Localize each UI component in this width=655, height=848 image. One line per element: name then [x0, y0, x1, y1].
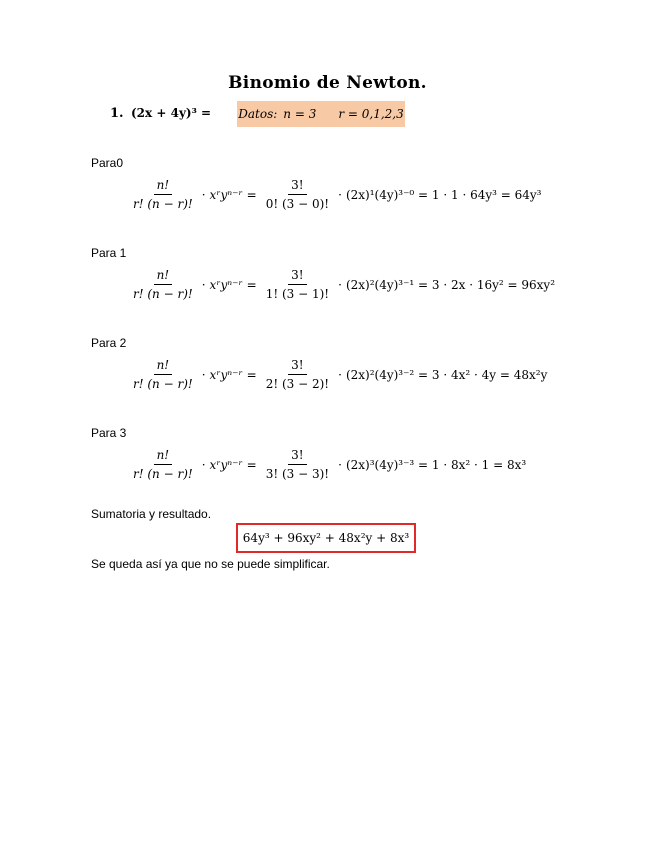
step-label: Para 2 [91, 336, 127, 350]
step-fraction-numerator: 3! [288, 448, 306, 465]
formula-term: xʳyⁿ⁻ʳ [209, 457, 243, 472]
datos-n: n = 3 [283, 107, 317, 121]
datos-r: r = 0,1,2,3 [338, 107, 404, 121]
step-result: (2x)²(4y)³⁻² = 3 · 4x² · 4y = 48x²y [345, 367, 548, 382]
step-fraction-denominator: 2! (3 − 2)! [265, 377, 330, 391]
formula-denominator: r! (n − r)! [133, 377, 193, 391]
page-title: Binomio de Newton. [228, 73, 427, 93]
step-fraction-numerator: 3! [288, 268, 306, 285]
formula-term: xʳyⁿ⁻ʳ [209, 187, 243, 202]
sum-label: Sumatoria y resultado. [91, 507, 212, 521]
step-result: (2x)¹(4y)³⁻⁰ = 1 · 1 · 64y³ = 64y³ [345, 187, 542, 202]
step-fraction-denominator: 0! (3 − 0)! [265, 197, 330, 211]
step-result: (2x)²(4y)³⁻¹ = 3 · 2x · 16y² = 96xy² [345, 277, 556, 292]
step-equation: $\frac{n!}{r! (n - r)!}$ · xʳyⁿ⁻ʳ = $\frac{3!}{1! (3 - 1)!}$ · (2x)²(4y)³⁻¹ = 3 · 2x · 16y² = 96xy² [128, 268, 555, 301]
step-equation: $\frac{n!}{r! (n - r)!}$ · xʳyⁿ⁻ʳ = $\frac{3!}{0! (3 - 0)!}$ · (2x)¹(4y)³⁻⁰ = 1 · 1 · 64y³ = 64y³ [128, 178, 542, 211]
formula-numerator: n! [154, 448, 173, 465]
exercise-number: 1. [110, 106, 124, 121]
datos-label: Datos: [238, 107, 278, 121]
exercise-expression: (2x + 4y)³ = [131, 106, 212, 120]
formula-term: xʳyⁿ⁻ʳ [209, 367, 243, 382]
formula-term: xʳyⁿ⁻ʳ [209, 277, 243, 292]
formula-numerator: n! [154, 268, 173, 285]
conclusion-text: Se queda así ya que no se puede simplificar. [91, 557, 330, 571]
formula-numerator: n! [154, 178, 173, 195]
result-expression: 64y³ + 96xy² + 48x²y + 8x³ [242, 531, 410, 545]
formula-denominator: r! (n − r)! [133, 197, 193, 211]
step-equation: $\frac{n!}{r! (n - r)!}$ · xʳyⁿ⁻ʳ = $\frac{3!}{3! (3 - 3)!}$ · (2x)³(4y)³⁻³ = 1 · 8x² · 1 = 8x³ [128, 448, 526, 481]
formula-denominator: r! (n − r)! [133, 467, 193, 481]
step-label: Para 1 [91, 246, 127, 260]
datos-box [237, 101, 405, 127]
step-fraction-numerator: 3! [288, 178, 306, 195]
step-equation: $\frac{n!}{r! (n - r)!}$ · xʳyⁿ⁻ʳ = $\frac{3!}{2! (3 - 2)!}$ · (2x)²(4y)³⁻² = 3 · 4x² · 4y = 48x²y [128, 358, 547, 391]
step-result: (2x)³(4y)³⁻³ = 1 · 8x² · 1 = 8x³ [345, 457, 527, 472]
formula-denominator: r! (n − r)! [133, 287, 193, 301]
step-fraction-denominator: 1! (3 − 1)! [265, 287, 330, 301]
result-box [236, 523, 416, 553]
step-label: Para0 [91, 156, 124, 170]
step-label: Para 3 [91, 426, 127, 440]
step-fraction-denominator: 3! (3 − 3)! [265, 467, 330, 481]
formula-numerator: n! [154, 358, 173, 375]
step-fraction-numerator: 3! [288, 358, 306, 375]
